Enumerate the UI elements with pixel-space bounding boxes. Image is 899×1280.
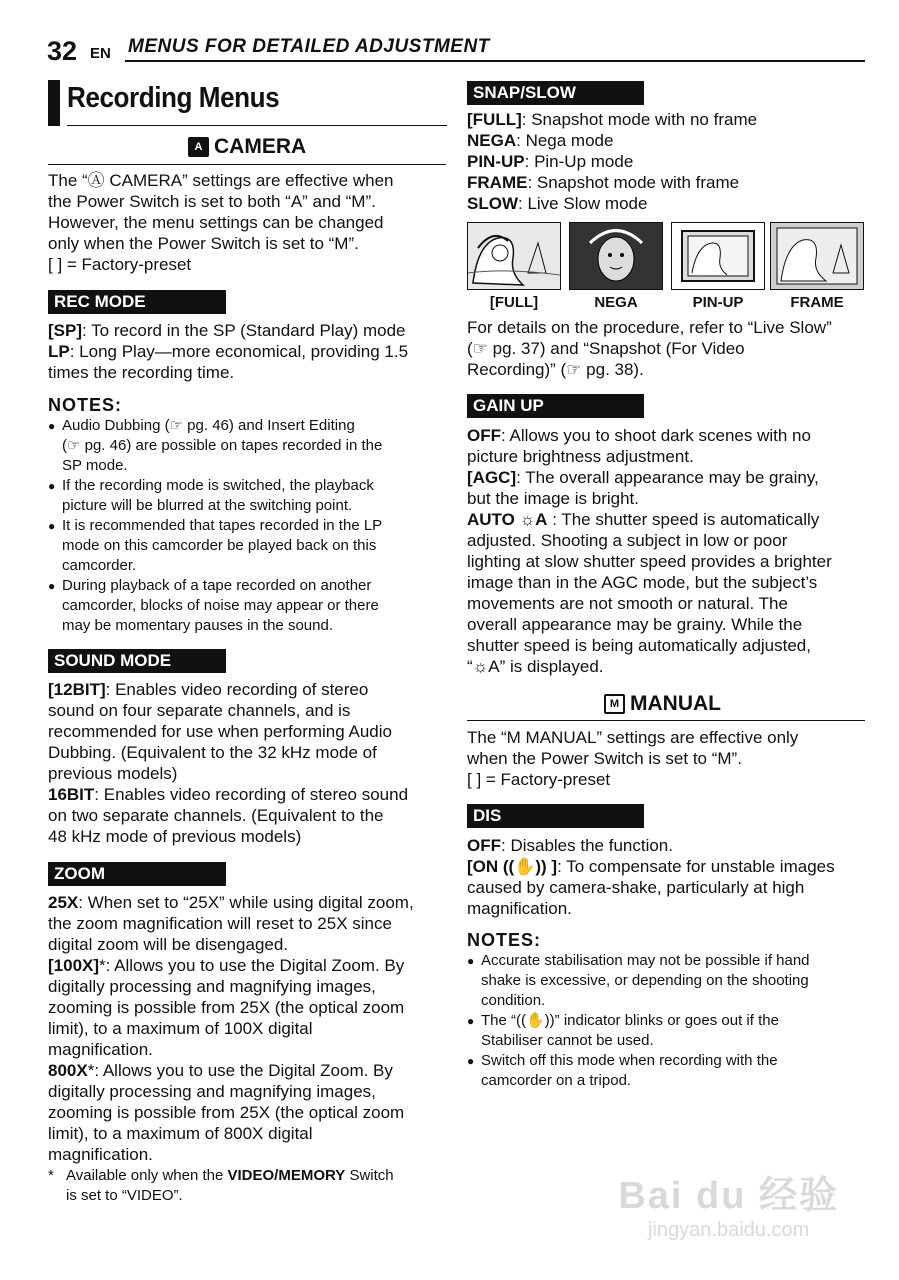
sound-mode-body: [12BIT]: Enables video recording of stereo sound on four separate channels, and is recommended for use when performing Audio Dubbing. (Equivalent to the 32 kHz mode of previous models) 16BIT: Enables video recording of stereo sound on two separate channels. (Equivalent to the 48 kHz mode of previous models) bbox=[48, 680, 409, 846]
notes-title: NOTES: bbox=[48, 395, 123, 415]
camera-rule bbox=[48, 164, 446, 165]
title-rule bbox=[67, 125, 447, 126]
camera-heading-text: CAMERA bbox=[214, 135, 307, 158]
notes-list bbox=[48, 416, 448, 636]
full-thumbnail bbox=[467, 222, 561, 290]
thumb-label: [FULL] bbox=[489, 294, 539, 311]
sp-text: : To record in the SP (Standard Play) mode bbox=[82, 321, 406, 340]
zoom-body: 25X: When set to “25X” while using digital zoom, the zoom magnification will reset to 25X since digital zoom will be disengaged. [100X]*: Allows you to use the Digital Zoom. By digitally processing and magnifying images, zooming is possible from 25X (the optical zoom limit), to a maximum of 100X digital magnification. 800X*: Allows you to use the Digital Zoom. By digitally processing and magnifying images, zooming is possible from 25X (the optical zoom limit), to a maximum of 800X digital magnification. bbox=[48, 893, 414, 1164]
thumbnail-labels bbox=[467, 294, 865, 312]
rec-mode-body bbox=[48, 320, 448, 383]
language-code: EN bbox=[90, 45, 111, 62]
camera-mode-icon: A bbox=[188, 137, 209, 157]
gain-up-label: GAIN UP bbox=[467, 394, 644, 418]
watermark bbox=[618, 1164, 839, 1242]
note-item: ● Switch off this mode when recording with the camcorder on a tripod. bbox=[467, 1051, 867, 1091]
manual-heading-text: MANUAL bbox=[630, 692, 721, 715]
watermark-brand: Bai du 经验 bbox=[618, 1175, 839, 1217]
lp-text-2: times the recording time. bbox=[48, 363, 235, 382]
lp-text: : Long Play—more economical, providing 1.5 bbox=[69, 342, 409, 361]
camera-intro-line: only when the Power Switch is set to “M”. bbox=[48, 234, 359, 253]
camera-intro-line: However, the menu settings can be changed bbox=[48, 213, 384, 232]
notes-list bbox=[467, 951, 867, 1091]
frame-thumbnail bbox=[770, 222, 864, 290]
header-title: MENUS FOR DETAILED ADJUSTMENT bbox=[128, 36, 490, 57]
sound-mode-label: SOUND MODE bbox=[48, 649, 226, 673]
camera-intro-line: the Power Switch is set to both “A” and “M”. bbox=[48, 192, 376, 211]
watermark-url: jingyan.baidu.com bbox=[648, 1219, 810, 1241]
snap-slow-label: SNAP/SLOW bbox=[467, 81, 644, 105]
page-header bbox=[47, 36, 865, 64]
camera-heading bbox=[188, 135, 306, 159]
zoom-label: ZOOM bbox=[48, 862, 226, 886]
lp-key: LP bbox=[48, 342, 70, 361]
dis-label: DIS bbox=[467, 804, 644, 828]
note-item: ● If the recording mode is switched, the playback picture will be blurred at the switching point. bbox=[48, 476, 448, 516]
gain-up-body: OFF: Allows you to shoot dark scenes with no picture brightness adjustment. [AGC]: The overall appearance may be grainy, but the image is bright. AUTO ☼A : The shutter speed is automatically adjusted. Shooting a subject in low or poor lighting at slow shutter speed provides a brighter image than in the AGC mode, but the subject’s movements are not smooth or natural. The overall appearance may be grainy. While the shutter speed is being automatically adjusted, “☼A” is displayed. bbox=[467, 426, 832, 676]
manual-heading bbox=[604, 692, 721, 716]
note-item: ● During playback of a tape recorded on another camcorder, blocks of noise may appear or there may be momentary pauses in the sound. bbox=[48, 576, 448, 636]
note-item: ● Audio Dubbing (☞ pg. 46) and Insert Editing (☞ pg. 46) are possible on tapes recorded in the SP mode. bbox=[48, 416, 448, 476]
note-item: ● Accurate stabilisation may not be possible if hand shake is excessive, or depending on the shooting condition. bbox=[467, 951, 867, 1011]
thumb-label: FRAME bbox=[790, 294, 844, 311]
zoom-footnote: * Available only when the VIDEO/MEMORY Switch is set to “VIDEO”. bbox=[48, 1167, 394, 1204]
sp-key: [SP] bbox=[48, 321, 82, 340]
dis-body: OFF: Disables the function. [ON ((✋)) ]: To compensate for unstable images caused by camera-shake, particularly at high magnification. bbox=[467, 836, 835, 918]
nega-thumbnail bbox=[569, 222, 663, 290]
thumb-label: PIN-UP bbox=[692, 294, 744, 311]
manual-mode-icon: M bbox=[604, 694, 625, 714]
note-item: ● The “((✋))” indicator blinks or goes out if the Stabiliser cannot be used. bbox=[467, 1011, 867, 1051]
pin-up-thumbnail bbox=[671, 222, 765, 290]
auto-shutter-icon: ☼A bbox=[519, 510, 548, 529]
rec-mode-label: REC MODE bbox=[48, 290, 226, 314]
camera-intro-line: [ ] = Factory-preset bbox=[48, 255, 192, 274]
camera-intro-line: The “Ⓐ CAMERA” settings are effective when bbox=[48, 171, 394, 190]
camera-intro bbox=[48, 170, 448, 275]
title-bar-marker bbox=[48, 80, 60, 126]
manual-rule bbox=[467, 720, 865, 721]
snapshot-thumbnails bbox=[467, 222, 865, 292]
manual-intro: The “M MANUAL” settings are effective only when the Power Switch is set to “M”. [ ] = Factory-preset bbox=[467, 728, 799, 789]
notes-title: NOTES: bbox=[467, 930, 542, 950]
page-title: Recording Menus bbox=[67, 82, 280, 114]
note-item: ● It is recommended that tapes recorded in the LP mode on this camcorder be played back on this camcorder. bbox=[48, 516, 448, 576]
snap-slow-details: For details on the procedure, refer to “Live Slow” (☞ pg. 37) and “Snapshot (For Video Recording)” (☞ pg. 38). bbox=[467, 318, 832, 379]
header-rule bbox=[125, 60, 865, 62]
snap-slow-body: [FULL]: Snapshot mode with no frame NEGA: Nega mode PIN-UP: Pin-Up mode FRAME: Snapshot mode with frame SLOW: Live Slow mode bbox=[467, 110, 758, 213]
thumb-label: NEGA bbox=[594, 294, 638, 311]
page-number: 32 bbox=[47, 36, 78, 66]
